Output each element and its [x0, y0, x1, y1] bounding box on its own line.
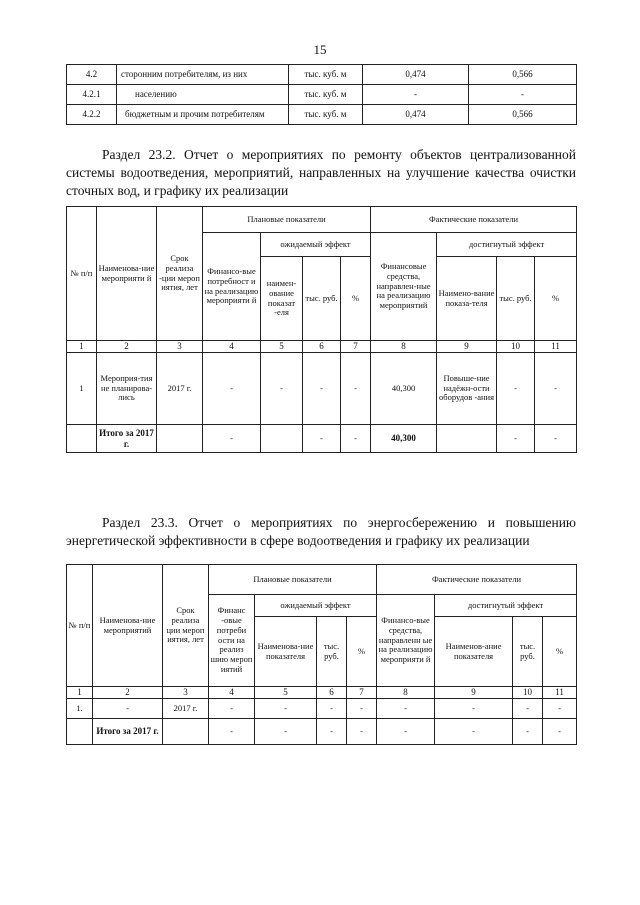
header-ach-pct: %	[543, 617, 577, 687]
total-plan-fin: -	[203, 425, 261, 453]
header-ach-rub: тыс. руб.	[497, 257, 535, 341]
row-plan-fin: -	[203, 353, 261, 425]
section-23-2-table	[66, 206, 577, 453]
row-act-fin: 40,300	[371, 353, 437, 425]
col-number: 7	[341, 341, 371, 353]
row-exp-rub: -	[317, 699, 347, 719]
row-plan-fin: -	[209, 699, 255, 719]
row-unit: тыс. куб. м	[289, 105, 363, 125]
column-numbers-row	[67, 687, 577, 699]
table-row	[67, 105, 577, 125]
header-num: № п/п	[67, 565, 93, 687]
row-exp-name: -	[261, 353, 303, 425]
row-num: 1.	[67, 699, 93, 719]
total-ach-rub: -	[513, 719, 543, 745]
balance-table	[66, 64, 577, 125]
table-row	[67, 699, 577, 719]
page-number: 15	[313, 42, 327, 57]
col-number: 6	[303, 341, 341, 353]
total-row	[67, 719, 577, 745]
total-ach-name: -	[435, 719, 513, 745]
row-value-1: -	[363, 85, 469, 105]
col-number: 4	[203, 341, 261, 353]
row-name: населению	[117, 85, 289, 105]
row-value-1: 0,474	[363, 105, 469, 125]
row-value-2: 0,566	[469, 105, 577, 125]
row-name: -	[93, 699, 163, 719]
row-number: 4.2	[67, 65, 117, 85]
header-planned-fin: Финансо-вые потребност и на реализацию мероприяти й	[203, 233, 261, 341]
header-actual-fin: Финансовые средства, направлен-ные на реализацию мероприятий	[371, 233, 437, 341]
col-number: 8	[377, 687, 435, 699]
header-name: Наименова-ние мероприятий	[93, 565, 163, 687]
header-planned: Плановые показатели	[203, 207, 371, 233]
col-number: 1	[67, 687, 93, 699]
total-ach-pct: -	[543, 719, 577, 745]
col-number: 9	[437, 341, 497, 353]
col-number: 4	[209, 687, 255, 699]
row-name: бюджетным и прочим потребителям	[117, 105, 289, 125]
row-number: 4.2.2	[67, 105, 117, 125]
total-label: Итого за 2017 г.	[93, 719, 163, 745]
row-act-fin: -	[377, 699, 435, 719]
section-23-3-heading: Раздел 23.3. Отчет о мероприятиях по энергосбережению и повышению энергетической эффективности в сфере водоотведения и графику их реализации	[66, 515, 576, 548]
row-unit: тыс. куб. м	[289, 85, 363, 105]
total-plan-fin: -	[209, 719, 255, 745]
header-planned: Плановые показатели	[209, 565, 377, 595]
row-name: сторонним потребителям, из них	[117, 65, 289, 85]
row-unit: тыс. куб. м	[289, 65, 363, 85]
total-act-fin: -	[377, 719, 435, 745]
row-value-2: -	[469, 85, 577, 105]
header-actual: Фактические показатели	[377, 565, 577, 595]
row-exp-name: -	[255, 699, 317, 719]
row-term: 2017 г.	[157, 353, 203, 425]
col-number: 5	[261, 341, 303, 353]
row-exp-rub: -	[303, 353, 341, 425]
header-ach-name: Наимено-вание показа-теля	[437, 257, 497, 341]
section-23-2-heading: Раздел 23.2. Отчет о мероприятиях по ремонту объектов централизованной системы водоотведения, мероприятий, направленных на улучшение качества очистки сточных вод, и графику их реализации	[66, 147, 576, 198]
total-ach-pct: -	[535, 425, 577, 453]
row-value-2: 0,566	[469, 65, 577, 85]
col-number: 11	[535, 341, 577, 353]
header-ach-pct: %	[535, 257, 577, 341]
row-name: Мероприя-тия не планирова-лись	[97, 353, 157, 425]
row-ach-pct: -	[535, 353, 577, 425]
col-number: 10	[513, 687, 543, 699]
header-exp-pct: %	[347, 617, 377, 687]
row-num: 1	[67, 353, 97, 425]
header-exp-name: наимен-ование показат -еля	[261, 257, 303, 341]
header-exp-rub: тыс. руб.	[317, 617, 347, 687]
row-number: 4.2.1	[67, 85, 117, 105]
col-number: 8	[371, 341, 437, 353]
header-ach-name: Наименов-ание показателя	[435, 617, 513, 687]
header-achieved: достигнутый эффект	[435, 595, 577, 617]
header-achieved: достигнутый эффект	[437, 233, 577, 257]
column-numbers-row	[67, 341, 577, 353]
row-ach-name: Повыше-ние надёжн-ости оборудов -ания	[437, 353, 497, 425]
total-exp-rub: -	[317, 719, 347, 745]
total-exp-name: -	[255, 719, 317, 745]
total-exp-rub: -	[303, 425, 341, 453]
row-exp-pct: -	[347, 699, 377, 719]
header-ach-rub: тыс. руб.	[513, 617, 543, 687]
col-number: 11	[543, 687, 577, 699]
col-number: 10	[497, 341, 535, 353]
header-name: Наименова-ние мероприяти й	[97, 207, 157, 341]
header-num: № п/п	[67, 207, 97, 341]
header-term: Срок реализа -ции мероп иятия, лет	[157, 207, 203, 341]
section-23-3-table	[66, 564, 577, 745]
header-exp-rub: тыс. руб.	[303, 257, 341, 341]
col-number: 9	[435, 687, 513, 699]
total-act-fin: 40,300	[371, 425, 437, 453]
col-number: 7	[347, 687, 377, 699]
header-exp-name: Наименова-ние показателя	[255, 617, 317, 687]
col-number: 2	[93, 687, 163, 699]
row-ach-name: -	[435, 699, 513, 719]
col-number: 1	[67, 341, 97, 353]
total-exp-pct: -	[347, 719, 377, 745]
row-ach-rub: -	[513, 699, 543, 719]
table-row	[67, 353, 577, 425]
col-number: 3	[163, 687, 209, 699]
col-number: 6	[317, 687, 347, 699]
row-value-1: 0,474	[363, 65, 469, 85]
header-actual-fin: Финансо-вые средства, направленн ые на реализацию мероприяти й	[377, 595, 435, 687]
header-term: Срок реализа ции мероп иятия, лет	[163, 565, 209, 687]
row-ach-pct: -	[543, 699, 577, 719]
header-planned-fin: Финанс -овые потреби ости на реализ шию мероп иятий	[209, 595, 255, 687]
header-actual: Фактические показатели	[371, 207, 577, 233]
col-number: 3	[157, 341, 203, 353]
total-row	[67, 425, 577, 453]
row-exp-pct: -	[341, 353, 371, 425]
header-exp-pct: %	[341, 257, 371, 341]
col-number: 2	[97, 341, 157, 353]
row-term: 2017 г.	[163, 699, 209, 719]
total-label: Итого за 2017 г.	[97, 425, 157, 453]
table-row	[67, 65, 577, 85]
col-number: 5	[255, 687, 317, 699]
total-ach-rub: -	[497, 425, 535, 453]
total-exp-pct: -	[341, 425, 371, 453]
header-expected: ожидаемый эффект	[255, 595, 377, 617]
table-row	[67, 85, 577, 105]
header-expected: ожидаемый эффект	[261, 233, 371, 257]
row-ach-rub: -	[497, 353, 535, 425]
